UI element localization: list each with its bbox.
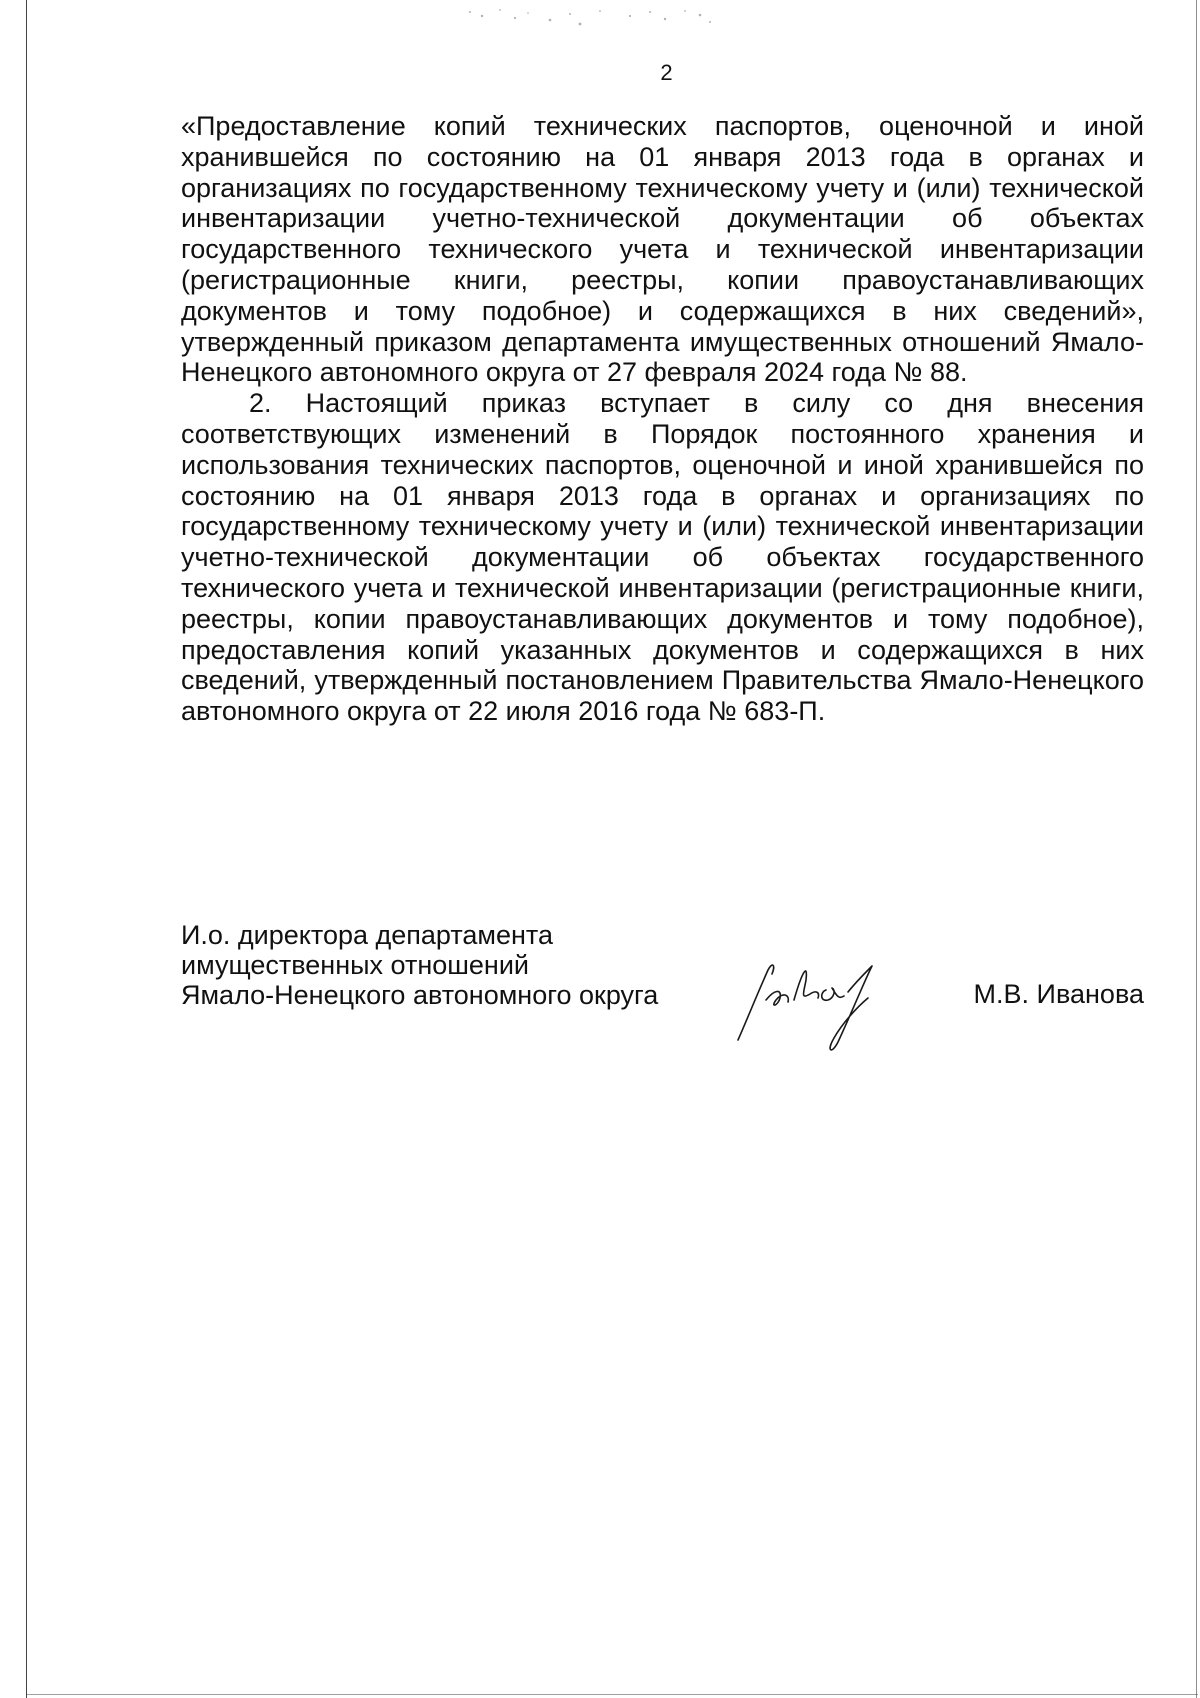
signature-block xyxy=(181,920,1144,1040)
signatory-title-line: имущественных отношений xyxy=(181,950,529,980)
page-number: 2 xyxy=(660,60,673,85)
signatory-title xyxy=(181,920,658,1010)
scan-edge-bottom xyxy=(26,1694,1198,1695)
scan-edge-left xyxy=(26,0,27,1698)
signatory-title-line: Ямало-Ненецкого автономного округа xyxy=(181,980,659,1010)
scan-edge-right xyxy=(1196,0,1197,1698)
scan-smudge xyxy=(460,2,730,30)
paragraph-continuation: «Предоставление копий технических паспортов, оценочной и иной хранившейся по состоянию на 01 января 2013 года в органах и организациях по государственному техническому учету и (или) технической инвентаризации учетно-технической документации об объектах государственного технического учета и технической инвентаризации (регистрационные книги, реестры, копии правоустанавливающих документов и тому подобное) и содержащихся в них сведений», утвержденный приказом департамента имущественных отношений Ямало-Ненецкого автономного округа от 27 февраля 2024 года № 88. xyxy=(181,111,1144,388)
document-body xyxy=(181,111,1144,727)
signatory-name: М.В. Иванова xyxy=(973,979,1144,1009)
paragraph-item-2: 2. Настоящий приказ вступает в силу со дня внесения соответствующих изменений в Порядок постоянного хранения и использования технических паспортов, оценочной и иной хранившейся по состоянию на 01 января 2013 года в органах и организациях по государственному техническому учету и (или) технической инвентаризации учетно-технической документации об объектах государственного технического учета и технической инвентаризации (регистрационные книги, реестры, копии правоустанавливающих документов и тому подобное), предоставления копий указанных документов и содержащихся в них сведений, утвержденный постановлением Правительства Ямало-Ненецкого автономного округа от 22 июля 2016 года № 683-П. xyxy=(181,388,1144,727)
signatory-title-line: И.о. директора департамента xyxy=(181,920,554,950)
handwritten-signature xyxy=(716,942,896,1062)
